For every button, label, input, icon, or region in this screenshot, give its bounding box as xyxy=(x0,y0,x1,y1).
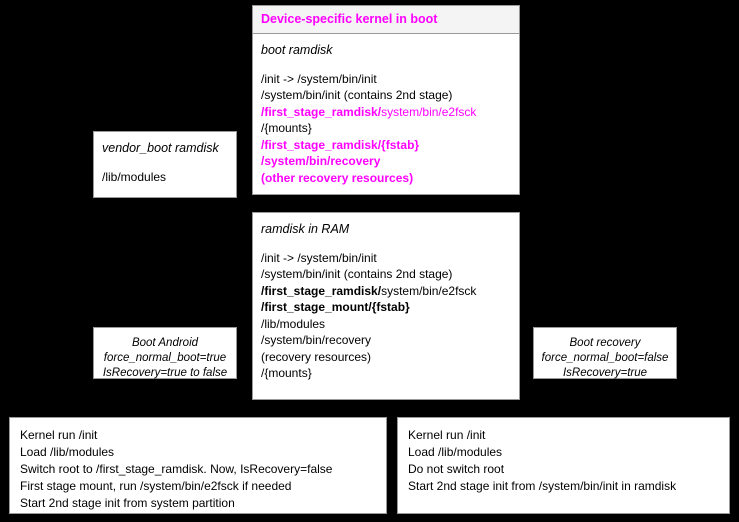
boot-android-line-1: force_normal_boot=true xyxy=(103,352,227,364)
boot-recovery-box xyxy=(533,327,677,379)
boot-recovery-body xyxy=(534,328,676,389)
boot-android-line-0: Boot Android xyxy=(131,337,199,349)
ramdisk-ram-line-7: /{mounts} xyxy=(261,366,312,380)
ramdisk-ram-line-0: /init -> /system/bin/init xyxy=(261,250,377,265)
ramdisk-in-ram-body xyxy=(253,213,519,390)
boot-android-line-2: IsRecovery=true to false xyxy=(102,367,228,379)
left-steps-line-0: Kernel run /init xyxy=(20,428,98,442)
left-steps-line-4: Start 2nd stage init from system partition xyxy=(20,496,235,510)
kernel-boot-line-2-suffix: system/bin/e2fsck xyxy=(381,104,477,119)
kernel-boot-title: Device-specific kernel in boot xyxy=(253,6,519,34)
ramdisk-ram-line-4: /lib/modules xyxy=(261,316,326,331)
left-steps-line-1: Load /lib/modules xyxy=(20,445,115,459)
ramdisk-ram-line-2 xyxy=(261,283,511,300)
boot-recovery-line-1: force_normal_boot=false xyxy=(541,352,669,364)
vendor-boot-body xyxy=(94,132,236,193)
kernel-boot-line-5: /system/bin/recovery xyxy=(261,154,381,168)
boot-recovery-line-0: Boot recovery xyxy=(569,337,641,349)
kernel-boot-line-6: (other recovery resources) xyxy=(261,170,414,185)
ramdisk-ram-line-6: (recovery resources) xyxy=(261,349,372,364)
kernel-boot-box xyxy=(252,5,520,195)
kernel-boot-line-0: /init -> /system/bin/init xyxy=(261,71,377,86)
vendor-boot-line-0: /lib/modules xyxy=(102,169,167,184)
left-steps-box xyxy=(9,417,387,514)
right-steps-line-1: Load /lib/modules xyxy=(408,445,503,459)
right-steps-box xyxy=(397,417,730,514)
kernel-boot-line-3: /{mounts} xyxy=(261,121,312,135)
ramdisk-ram-line-3: /first_stage_mount/{fstab} xyxy=(261,300,410,314)
right-steps-line-0: Kernel run /init xyxy=(408,428,486,442)
vendor-boot-header: vendor_boot ramdisk xyxy=(102,141,219,155)
kernel-boot-body xyxy=(253,34,519,194)
ramdisk-ram-line-5: /system/bin/recovery xyxy=(261,333,372,347)
right-steps-line-2: Do not switch root xyxy=(408,462,505,476)
ramdisk-in-ram-header: ramdisk in RAM xyxy=(261,222,350,236)
right-steps-line-3: Start 2nd stage init from /system/bin/init in ramdisk xyxy=(408,479,677,493)
boot-android-body xyxy=(94,328,236,389)
ramdisk-ram-line-2-prefix: /first_stage_ramdisk/ xyxy=(261,283,382,298)
kernel-boot-line-2 xyxy=(261,104,511,121)
kernel-boot-line-4: /first_stage_ramdisk/{fstab} xyxy=(261,137,420,152)
boot-recovery-line-2: IsRecovery=true xyxy=(562,367,648,379)
ramdisk-ram-line-2-suffix: system/bin/e2fsck xyxy=(381,283,477,298)
left-steps-line-2: Switch root to /first_stage_ramdisk. Now, IsRecovery=false xyxy=(20,462,333,476)
kernel-boot-line-2-prefix: /first_stage_ramdisk/ xyxy=(261,104,382,119)
kernel-boot-header: boot ramdisk xyxy=(261,43,333,57)
boot-android-box xyxy=(93,327,237,379)
kernel-boot-line-1: /system/bin/init (contains 2nd stage) xyxy=(261,88,453,102)
ramdisk-ram-line-1: /system/bin/init (contains 2nd stage) xyxy=(261,267,453,281)
ramdisk-in-ram-box xyxy=(252,212,520,400)
vendor-boot-box xyxy=(93,131,237,198)
left-steps-line-3: First stage mount, run /system/bin/e2fsck if needed xyxy=(20,479,292,493)
